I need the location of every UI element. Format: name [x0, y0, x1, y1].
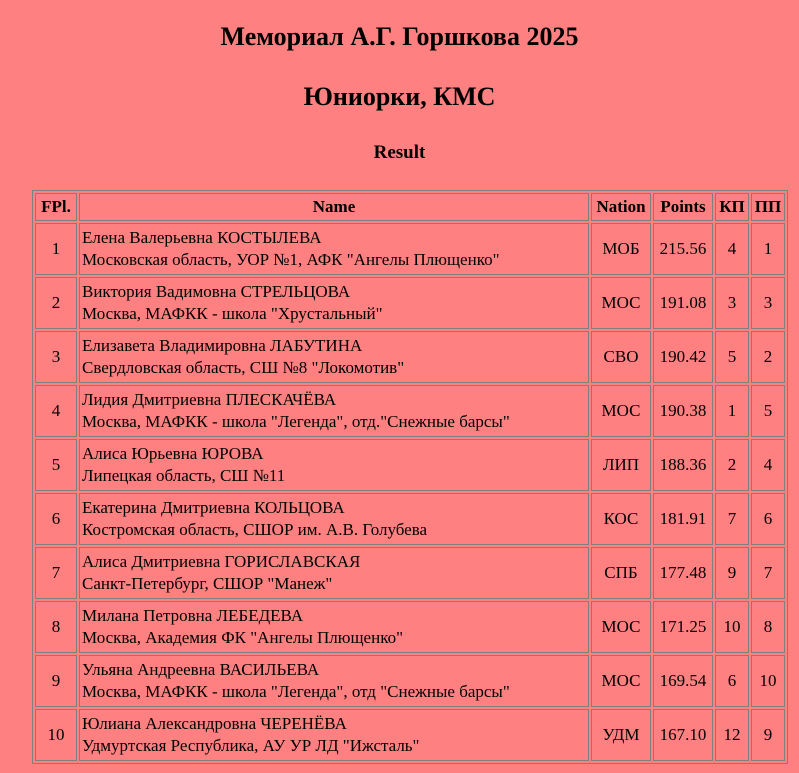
name-cell [79, 331, 589, 383]
nation-cell: МОС [591, 601, 651, 653]
athlete-club: Удмуртская Республика, АУ УР ЛД "Ижсталь" [82, 736, 420, 755]
nation-cell: КОС [591, 493, 651, 545]
athlete-club: Липецкая область, СШ №11 [82, 466, 286, 485]
pp-cell: 1 [751, 223, 785, 275]
athlete-name: Лидия Дмитриевна ПЛЕСКАЧЁВА [82, 390, 337, 409]
athlete-name: Ульяна Андреевна ВАСИЛЬЕВА [82, 660, 320, 679]
col-header-name: Name [79, 193, 589, 221]
nation-cell: УДМ [591, 709, 651, 761]
col-header-points: Points [653, 193, 713, 221]
name-cell [79, 277, 589, 329]
athlete-name: Елизавета Владимировна ЛАБУТИНА [82, 336, 363, 355]
name-cell [79, 493, 589, 545]
name-cell [79, 223, 589, 275]
table-row [35, 709, 785, 761]
name-cell [79, 709, 589, 761]
name-cell [79, 547, 589, 599]
nation-cell: МОС [591, 655, 651, 707]
results-body [35, 223, 785, 761]
points-cell: 181.91 [653, 493, 713, 545]
table-row [35, 655, 785, 707]
athlete-club: Московская область, УОР №1, АФК "Ангелы Плющенко" [82, 250, 500, 269]
place-cell: 5 [35, 439, 77, 491]
table-row [35, 547, 785, 599]
table-row [35, 493, 785, 545]
category-title: Юниорки, КМС [303, 82, 496, 111]
points-cell: 171.25 [653, 601, 713, 653]
kp-cell: 10 [715, 601, 749, 653]
nation-cell: МОС [591, 277, 651, 329]
place-cell: 10 [35, 709, 77, 761]
athlete-name: Елена Валерьевна КОСТЫЛЕВА [82, 228, 322, 247]
place-cell: 3 [35, 331, 77, 383]
place-cell: 2 [35, 277, 77, 329]
col-header-nation: Nation [591, 193, 651, 221]
points-cell: 190.38 [653, 385, 713, 437]
place-cell: 8 [35, 601, 77, 653]
pp-cell: 10 [751, 655, 785, 707]
name-cell [79, 601, 589, 653]
athlete-name: Юлиана Александровна ЧЕРЕНЁВА [82, 714, 347, 733]
points-cell: 177.48 [653, 547, 713, 599]
points-cell: 215.56 [653, 223, 713, 275]
place-cell: 6 [35, 493, 77, 545]
table-row [35, 277, 785, 329]
table-row [35, 331, 785, 383]
table-row [35, 385, 785, 437]
name-cell [79, 655, 589, 707]
nation-cell: СПБ [591, 547, 651, 599]
pp-cell: 6 [751, 493, 785, 545]
col-header-pp: ПП [751, 193, 785, 221]
place-cell: 1 [35, 223, 77, 275]
athlete-name: Виктория Вадимовна СТРЕЛЬЦОВА [82, 282, 351, 301]
kp-cell: 5 [715, 331, 749, 383]
athlete-name: Милана Петровна ЛЕБЕДЕВА [82, 606, 304, 625]
event-title: Мемориал А.Г. Горшкова 2025 [220, 22, 579, 51]
pp-cell: 3 [751, 277, 785, 329]
pp-cell: 8 [751, 601, 785, 653]
kp-cell: 3 [715, 277, 749, 329]
points-cell: 191.08 [653, 277, 713, 329]
table-row [35, 439, 785, 491]
athlete-club: Москва, МАФКК - школа "Хрустальный" [82, 304, 383, 323]
name-cell [79, 385, 589, 437]
results-table [32, 190, 788, 764]
nation-cell: МОС [591, 385, 651, 437]
athlete-club: Москва, МАФКК - школа "Легенда", отд "Снежные барсы" [82, 682, 510, 701]
pp-cell: 4 [751, 439, 785, 491]
athlete-club: Костромская область, СШОР им. А.В. Голубева [82, 520, 428, 539]
kp-cell: 7 [715, 493, 749, 545]
points-cell: 188.36 [653, 439, 713, 491]
section-title: Result [373, 142, 426, 163]
table-row [35, 601, 785, 653]
athlete-club: Свердловская область, СШ №8 "Локомотив" [82, 358, 405, 377]
place-cell: 7 [35, 547, 77, 599]
col-header-place: FPl. [35, 193, 77, 221]
kp-cell: 2 [715, 439, 749, 491]
nation-cell: СВО [591, 331, 651, 383]
athlete-name: Алиса Дмитриевна ГОРИСЛАВСКАЯ [82, 552, 361, 571]
nation-cell: ЛИП [591, 439, 651, 491]
pp-cell: 5 [751, 385, 785, 437]
athlete-name: Алиса Юрьевна ЮРОВА [82, 444, 264, 463]
kp-cell: 6 [715, 655, 749, 707]
pp-cell: 9 [751, 709, 785, 761]
place-cell: 4 [35, 385, 77, 437]
table-row [35, 223, 785, 275]
points-cell: 167.10 [653, 709, 713, 761]
athlete-name: Екатерина Дмитриевна КОЛЬЦОВА [82, 498, 345, 517]
athlete-club: Москва, МАФКК - школа "Легенда", отд."Снежные барсы" [82, 412, 510, 431]
kp-cell: 12 [715, 709, 749, 761]
points-cell: 190.42 [653, 331, 713, 383]
pp-cell: 2 [751, 331, 785, 383]
kp-cell: 1 [715, 385, 749, 437]
name-cell [79, 439, 589, 491]
athlete-club: Санкт-Петербург, СШОР "Манеж" [82, 574, 333, 593]
col-header-kp: КП [715, 193, 749, 221]
kp-cell: 9 [715, 547, 749, 599]
athlete-club: Москва, Академия ФК "Ангелы Плющенко" [82, 628, 404, 647]
nation-cell: МОБ [591, 223, 651, 275]
points-cell: 169.54 [653, 655, 713, 707]
table-header-row [35, 193, 785, 221]
kp-cell: 4 [715, 223, 749, 275]
place-cell: 9 [35, 655, 77, 707]
pp-cell: 7 [751, 547, 785, 599]
